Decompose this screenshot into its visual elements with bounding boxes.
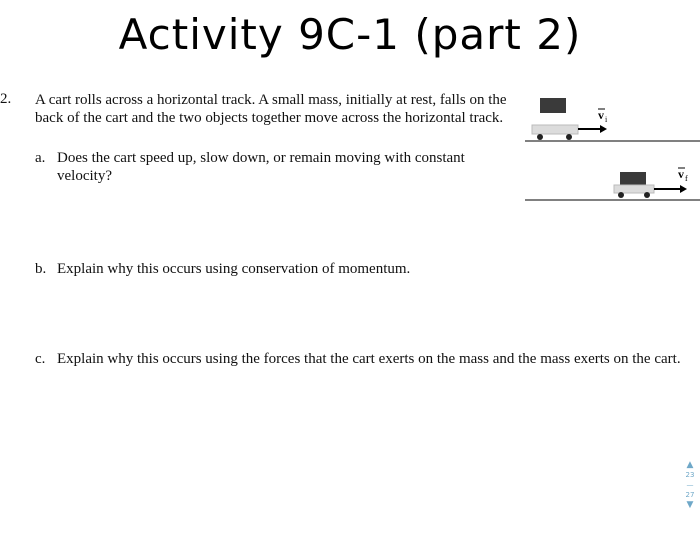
cart-diagram xyxy=(520,88,700,213)
part-b-label: b. xyxy=(35,261,47,277)
wheel xyxy=(537,134,543,140)
page-divider: — xyxy=(686,481,694,489)
part-a-text: Does the cart speed up, slow down, or remain moving with constant velocity? xyxy=(57,150,465,184)
mass-on-cart xyxy=(620,172,646,186)
wheel xyxy=(566,134,572,140)
velocity-subscript-initial: i xyxy=(605,115,608,124)
page-title: Activity 9C-1 (part 2) xyxy=(118,10,582,59)
arrowhead xyxy=(600,125,607,133)
wheel xyxy=(644,192,650,198)
cart-initial xyxy=(532,125,578,134)
page-up-icon[interactable]: ▲ xyxy=(686,460,694,470)
question-intro: A cart rolls across a horizontal track. A small mass, initially at rest, falls on the back of the cart and the two objects together move across the horizontal track. xyxy=(35,92,507,126)
velocity-label-final: v xyxy=(678,167,684,181)
wheel xyxy=(618,192,624,198)
page-down-icon[interactable]: ▼ xyxy=(686,500,694,510)
part-c-text: Explain why this occurs using the forces that the cart exerts on the mass and the mass exerts on the cart. xyxy=(57,351,681,367)
current-page: 23 xyxy=(685,471,695,479)
page-navigator xyxy=(683,460,697,510)
cart-final xyxy=(614,185,654,193)
velocity-label-initial: v xyxy=(598,108,604,122)
arrowhead xyxy=(680,185,687,193)
falling-mass xyxy=(540,98,566,113)
total-pages: 27 xyxy=(685,491,695,499)
question-number: 2. xyxy=(0,91,12,107)
part-c-label: c. xyxy=(35,351,46,367)
part-b-text: Explain why this occurs using conservation of momentum. xyxy=(57,261,411,277)
part-a-label: a. xyxy=(35,150,46,166)
final-state xyxy=(525,167,700,200)
initial-state xyxy=(525,98,700,141)
velocity-subscript-final: f xyxy=(685,174,688,183)
